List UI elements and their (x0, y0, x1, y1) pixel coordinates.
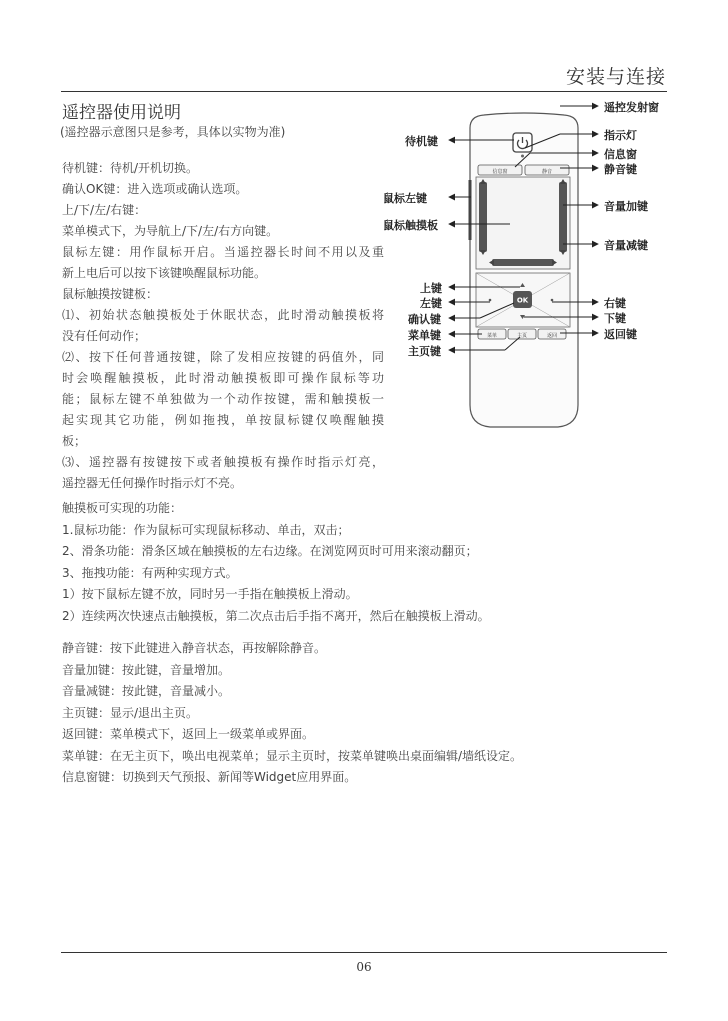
label-emitter: 遥控发射窗 (604, 101, 659, 114)
instruction-line: 新上电后可以按下该键唤醒鼠标功能。 (62, 266, 267, 280)
key-function-line: 菜单键：在无主页下，唤出电视菜单；显示主页时，按菜单键唤出桌面编辑/墙纸设定。 (62, 748, 523, 763)
label-info: 信息窗 (604, 148, 637, 161)
page-number: 06 (356, 960, 372, 974)
ok-button-text: OK (516, 296, 529, 305)
instruction-line: ⑵、按下任何普通按键，除了发相应按键的码值外，同 (62, 350, 384, 364)
label-indicator: 指示灯 (604, 129, 637, 142)
label-mouse-left: 鼠标左键 (383, 192, 427, 205)
label-touchpad: 鼠标触摸板 (383, 219, 438, 232)
info-button-text: 信息窗 (492, 169, 508, 175)
instruction-line: ⑴、初始状态触摸板处于休眠状态，此时滑动触摸板将 (62, 308, 384, 322)
bottom-scroll-strip (492, 259, 554, 266)
instruction-line: 时会唤醒触摸板，此时滑动触摸板即可操作鼠标等功 (62, 371, 384, 385)
label-menu: 菜单键 (408, 329, 441, 342)
label-ok: 确认键 (408, 313, 441, 326)
instruction-line: 上/下/左/右键： (62, 203, 147, 217)
instruction-line: 没有任何动作； (62, 329, 147, 343)
function-line: 1.鼠标功能：作为鼠标可实现鼠标移动、单击，双击； (62, 522, 350, 537)
instruction-line: 鼠标触摸按键板： (62, 287, 159, 301)
label-mute: 静音键 (604, 163, 637, 176)
label-standby: 待机键 (405, 135, 438, 148)
function-line: 3、拖拽功能：有两种实现方式。 (62, 565, 238, 580)
label-back: 返回键 (604, 328, 637, 341)
left-scroll-strip (479, 182, 487, 252)
function-line: 1）按下鼠标左键不放，同时另一手指在触摸板上滑动。 (62, 587, 358, 601)
remote-body (470, 113, 578, 427)
key-function-line: 信息窗键：切换到天气预报、新闻等Widget应用界面。 (62, 770, 357, 784)
key-function-line: 静音键：按下此键进入静音状态，再按解除静音。 (62, 641, 327, 655)
label-vol-up: 音量加键 (604, 200, 648, 213)
key-function-line: 返回键：菜单模式下，返回上一级菜单或界面。 (62, 727, 315, 741)
label-home: 主页键 (408, 345, 441, 358)
menu-button-text: 菜单 (486, 333, 498, 339)
instruction-line: 鼠标左键：用作鼠标开启。当遥控器长时间不用以及重 (62, 245, 384, 259)
key-function-line: 主页键：显示/退出主页。 (62, 705, 199, 720)
label-right: 右键 (604, 297, 626, 310)
instruction-line: 菜单模式下，为导航上/下/左/右方向键。 (62, 224, 279, 238)
touchpad-area (476, 177, 570, 269)
instruction-line: 待机键：待机/开机切换。 (62, 161, 199, 175)
label-left: 左键 (420, 297, 442, 310)
left-arrow-icon (489, 299, 492, 302)
footer-rule (61, 952, 667, 953)
section-subtitle: (遥控器示意图只是参考，具体以实物为准) (60, 125, 286, 139)
instruction-line: 能；鼠标左键不单独做为一个动作按键，需和触摸板一 (62, 392, 384, 406)
function-line: 触摸板可实现的功能： (62, 501, 183, 515)
function-line: 2、滑条功能：滑条区域在触摸板的左右边缘。在浏览网页时可用来滚动翻页； (62, 544, 478, 558)
section-title: 遥控器使用说明 (62, 103, 181, 123)
key-function-line: 音量减键：按此键，音量减小。 (62, 684, 231, 698)
mute-button-text: 静音 (541, 169, 553, 175)
chapter-title: 安装与连接 (565, 66, 666, 88)
function-line: 2）连续两次快速点击触摸板，第二次点击后手指不离开，然后在触摸板上滑动。 (62, 608, 490, 623)
label-up: 上键 (420, 282, 442, 295)
right-scroll-strip (559, 182, 567, 252)
key-function-line: 音量加键：按此键，音量增加。 (62, 662, 231, 677)
home-button-text: 主页 (516, 333, 528, 339)
instruction-line: ⑶、遥控器有按键按下或者触摸板有操作时指示灯亮， (62, 455, 384, 469)
instruction-line: 起实现其它功能，例如拖拽，单按鼠标键仅唤醒触摸 (62, 413, 384, 427)
instruction-line: 板； (62, 434, 87, 448)
indicator-light (521, 155, 524, 158)
back-button-text: 返回 (546, 333, 558, 339)
label-vol-down: 音量减键 (604, 239, 648, 252)
right-arrow-icon (551, 299, 554, 302)
instruction-line: 遥控器无任何操作时指示灯不亮。 (62, 476, 243, 490)
label-down: 下键 (604, 312, 626, 325)
instruction-line: 确认OK键：进入选项或确认选项。 (62, 182, 248, 196)
